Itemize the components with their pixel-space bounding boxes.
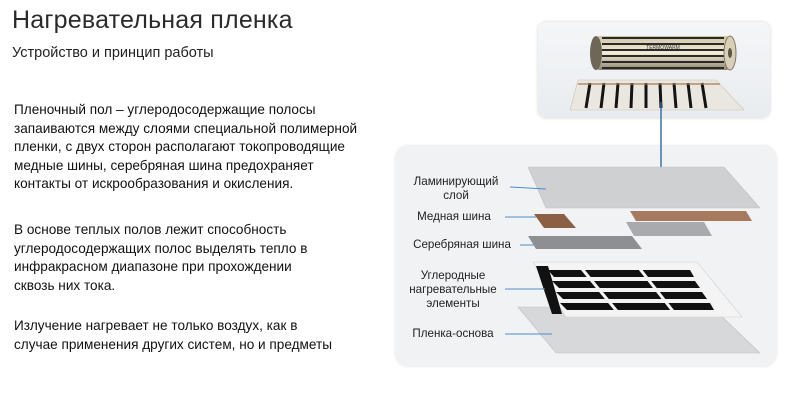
label-base-film: Пленка-основа	[412, 327, 494, 340]
page-title: Нагревательная пленка	[12, 6, 293, 34]
description-paragraph-1: Пленочный пол – углеродосодержащие полосы запаиваются между слоями специальной полимерной пленки, с двух сторон располагают токопроводящие медные шины, серебряная шина предохраняет контакты от искрообразования и окисления.	[14, 102, 358, 192]
laminating-layer	[528, 167, 760, 208]
carbon-strip	[548, 270, 694, 277]
carbon-strip	[556, 292, 707, 299]
description-paragraph-3: Излучение нагревает не только воздух, как в случае применения других систем, но и предметы	[14, 318, 332, 352]
copper-bus-left	[534, 214, 576, 228]
copper-bus-right	[630, 211, 752, 221]
label-laminating-layer: Ламинирующий слой	[413, 175, 499, 202]
label-carbon-elements: Углеродные нагревательные элементы	[409, 269, 497, 310]
carbon-strip	[560, 303, 714, 310]
page-subtitle: Устройство и принцип работы	[12, 45, 214, 61]
carbon-strip	[552, 281, 700, 288]
carbon-heating-layer	[533, 262, 742, 317]
description-paragraph-2: В основе теплых полов лежит способность углеродосодержащих полос выделять тепло в инфракрасном диапазоне при прохождении сквозь них тока.	[14, 222, 308, 293]
roll-brand-print: TERMOWARM	[646, 45, 680, 51]
silver-bus-right	[626, 222, 712, 236]
silver-bus-left	[528, 236, 642, 249]
label-copper-bus: Медная шина	[417, 210, 491, 223]
label-silver-bus: Серебряная шина	[413, 238, 511, 251]
